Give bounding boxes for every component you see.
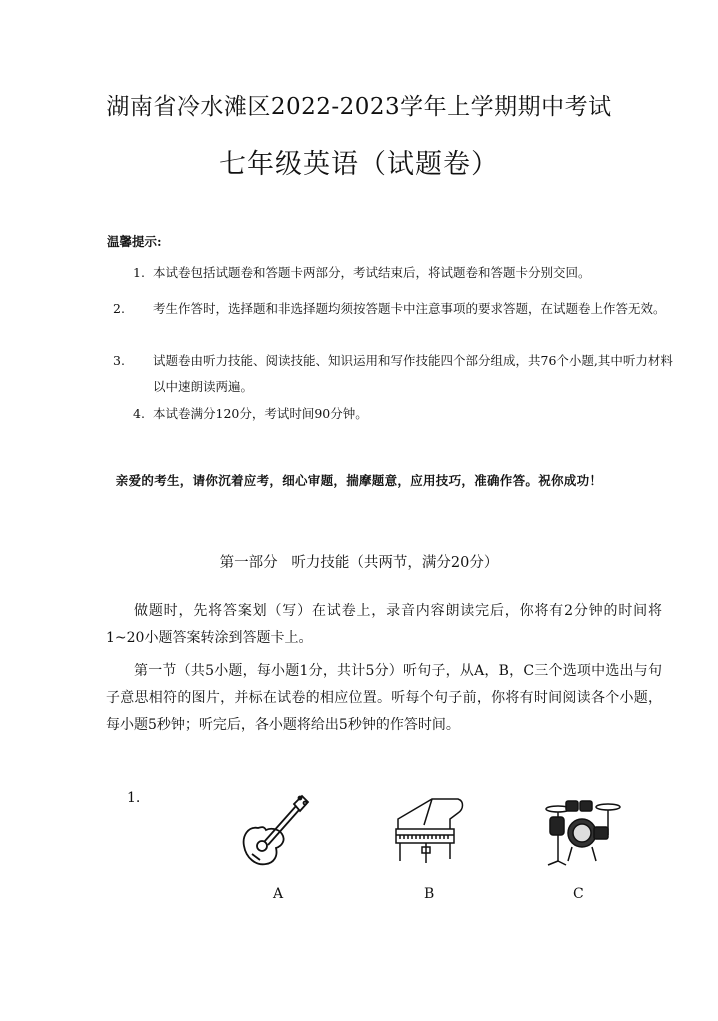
tip-text: 本试卷满分120分，考试时间90分钟。 [153,406,368,421]
tip-item-1 [133,260,663,286]
option-b-label: B [424,886,435,902]
tip-text: 本试卷包括试题卷和答题卡两部分，考试结束后，将试题卷和答题卡分别交回。 [153,265,591,280]
piano-icon [392,795,470,867]
tips-heading: 温馨提示: [107,234,162,249]
tip-number: 4. [133,406,145,421]
encouragement-text: 亲爱的考生，请你沉着应考，细心审题，揣摩题意，应用技巧，准确作答。祝你成功！ [115,473,603,488]
tip-text: 试题卷由听力技能、阅读技能、知识运用和写作技能四个部分组成，共76个小题,其中听力材料以中速朗读两遍。 [153,353,673,394]
option-a-label: A [273,886,284,902]
tip-item-4 [133,401,663,427]
tip-number: 3. [113,353,125,368]
option-b-picture[interactable] [392,795,470,871]
drum-kit-icon [544,795,622,867]
option-c-label: C [573,886,584,902]
tip-number: 1. [133,265,145,280]
tip-number: 2. [113,301,125,316]
part-heading: 第一部分 听力技能（共两节，满分20分） [219,555,499,571]
exam-subtitle: 七年级英语（试题卷） [219,149,499,180]
guitar-icon [238,790,314,870]
option-a-picture[interactable] [238,790,314,874]
tip-item-2 [113,296,683,322]
tip-text: 考生作答时，选择题和非选择题均须按答题卡中注意事项的要求答题，在试题卷上作答无效。 [153,301,666,316]
tip-item-3 [113,348,683,400]
exam-title: 湖南省冷水滩区2022-2023学年上学期期中考试 [106,94,612,120]
watermark-icon [592,857,593,862]
question-number: 1. [127,790,141,806]
option-c-picture[interactable] [544,795,622,871]
section-paragraph: 第一节（共5小题，每小题1分，共计5分）听句子，从A，B，C三个选项中选出与句子意思相符的图片，并标在试卷的相应位置。听每个句子前，你将有时间阅读各个小题，每小题5秒钟；听完后，各小题将给出5秒钟的作答时间。 [106,663,662,733]
instruction-paragraph: 做题时，先将答案划（写）在试卷上，录音内容朗读完后，你将有2分钟的时间将1~20小题答案转涂到答题卡上。 [106,603,662,646]
